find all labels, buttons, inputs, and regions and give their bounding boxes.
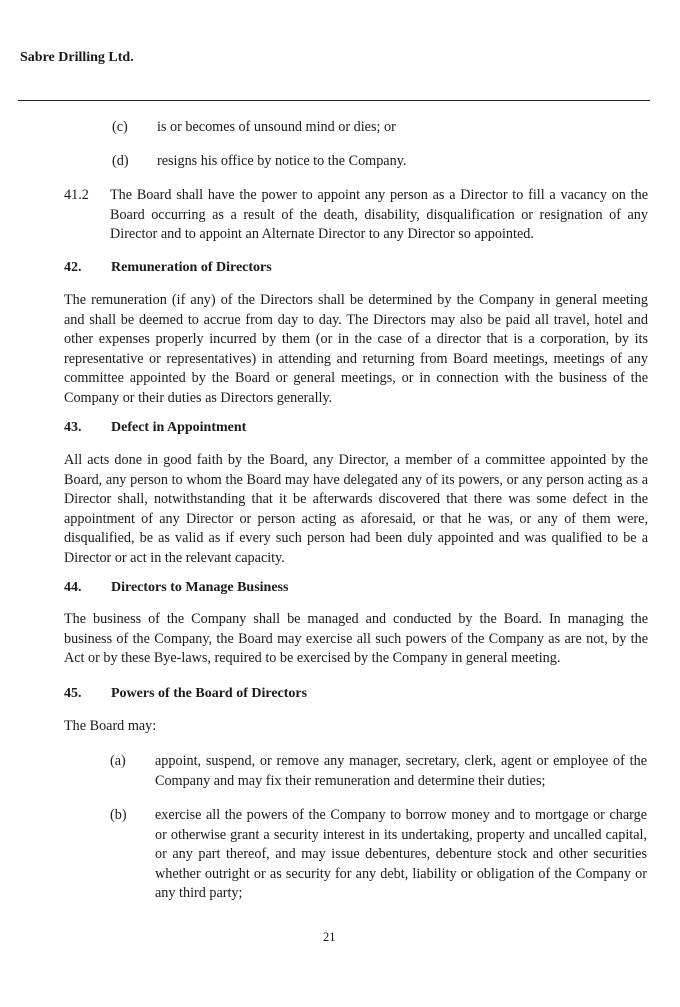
clause-d-text: resigns his office by notice to the Company. bbox=[157, 153, 407, 169]
section-42-heading bbox=[64, 258, 272, 277]
section-43-body: All acts done in good faith by the Board, any Director, a member of a committee appointed by the Board, any person to whom the Board may have delegated any of its powers, or any person acting as a Director shall, notwithstanding that it be afterwards discovered that there was some defect in the appointment of any Director or person acting as aforesaid, or that he was, or any of them were, disqualified, be as valid as if every such person had been duly appointed and was qualified to be a Director or act in the relevant capacity. bbox=[64, 452, 648, 566]
clause-d-number: (d) bbox=[112, 153, 129, 169]
section-42-body: The remuneration (if any) of the Directors shall be determined by the Company in general meeting and shall be deemed to accrue from day to day. The Directors may also be paid all travel, hotel and other expenses properly incurred by them (or in the case of a director that is a corporation, by its representative or representatives) in attending and returning from Board meetings, meetings of any committee appointed by the Board or general meetings, or in connection with the business of the Company or their duties as Directors generally. bbox=[64, 292, 648, 406]
section-43-number: 43. bbox=[64, 420, 82, 435]
section-45-title: Powers of the Board of Directors bbox=[111, 686, 308, 701]
company-header: Sabre Drilling Ltd. bbox=[20, 50, 134, 65]
page-number: 21 bbox=[323, 930, 336, 944]
item-b-text: exercise all the powers of the Company to borrow money and to mortgage or charge or otherwise grant a security interest in its undertaking, property and uncalled capital, or any part thereof, and may issue debentures, debenture stock and other securities whether outright or as security for any debt, liability or obligation of the Company or any third party; bbox=[155, 807, 647, 901]
section-45-number: 45. bbox=[64, 686, 82, 701]
section-44-number: 44. bbox=[64, 580, 82, 595]
section-44-body: The business of the Company shall be managed and conducted by the Board. In managing the business of the Company, the Board may exercise all such powers of the Company as are not, by the Act or by these Bye-laws, required to be exercised by the Company in general meeting. bbox=[64, 611, 648, 666]
section-45-heading bbox=[64, 684, 307, 703]
clause-41-2-text: The Board shall have the power to appoint any person as a Director to fill a vacancy on the Board occurring as a result of the death, disability, disqualification or resignation of any Director and to appoint an Alternate Director to any Director so appointed. bbox=[110, 187, 648, 242]
section-43-title: Defect in Appointment bbox=[111, 420, 247, 435]
item-a-text: appoint, suspend, or remove any manager, secretary, clerk, agent or employee of the Company and may fix their remuneration and determine their duties; bbox=[155, 753, 647, 789]
item-a-number: (a) bbox=[110, 753, 126, 769]
clause-c-text: is or becomes of unsound mind or dies; or bbox=[157, 119, 396, 135]
header-rule bbox=[18, 100, 650, 101]
section-42-number: 42. bbox=[64, 260, 82, 275]
clause-41-2-number: 41.2 bbox=[64, 187, 89, 203]
section-43-heading bbox=[64, 418, 246, 437]
section-45-intro: The Board may: bbox=[64, 718, 157, 734]
clause-c-number: (c) bbox=[112, 119, 128, 135]
section-42-title: Remuneration of Directors bbox=[111, 260, 272, 275]
item-b-number: (b) bbox=[110, 807, 127, 823]
section-44-heading bbox=[64, 578, 288, 597]
section-44-title: Directors to Manage Business bbox=[111, 580, 289, 595]
